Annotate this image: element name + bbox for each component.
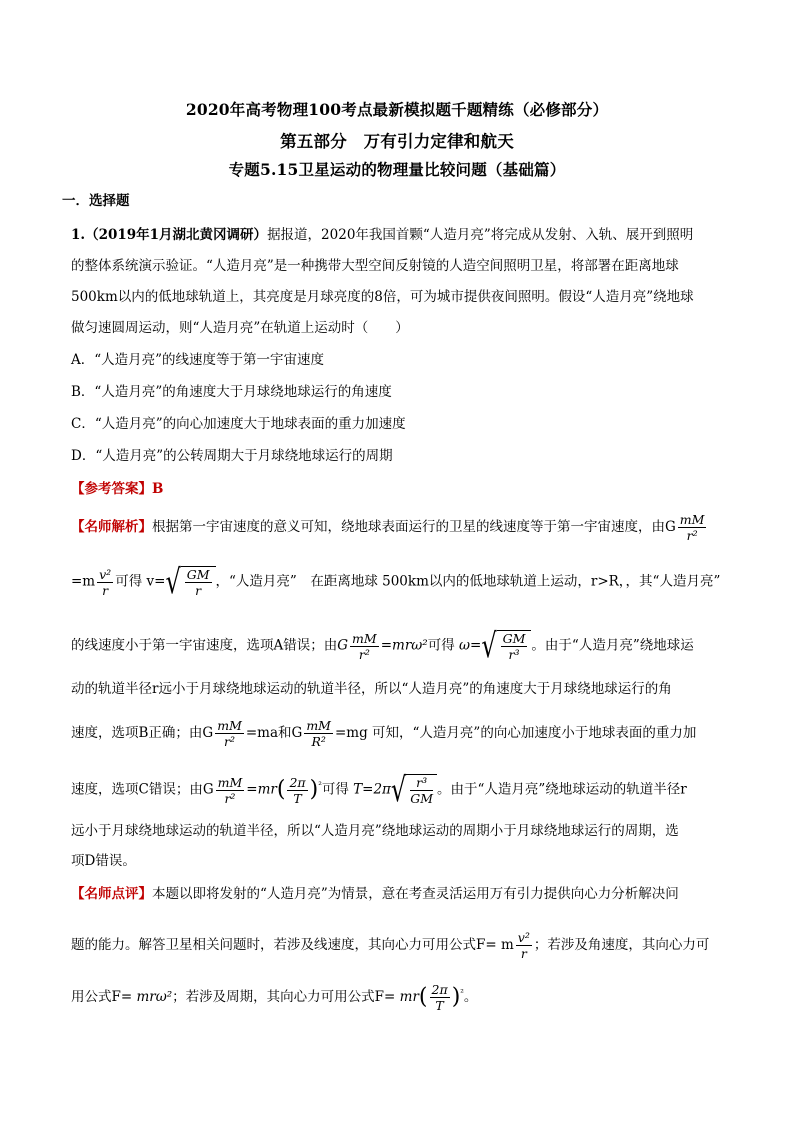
analysis-label: 【名师解析】 [71, 519, 152, 535]
answer-line [71, 479, 723, 499]
question-stem-2: 的整体系统演示验证。“人造月亮”是一种携带大型空间反射镜的人造空间照明卫星，将部署在距离地球 [71, 258, 679, 274]
review-line-3: 用公式F= mrω²；若涉及周期，其向心力可用公式F= mr( $\frac{2\pi}{T}$ )$^{^2}$。 [71, 982, 478, 1013]
question-number-source: 1.（2019年1月湖北黄冈调研） [71, 227, 268, 243]
analysis-line-6: 速度，选项C错误；由G $\frac{mM}{\text{r²}}$ =mr( $\frac{2\pi}{T}$ )$^{^2}$可得 T=2π√ $\frac{\text{r³}}{GM}$ 。由于“人造月亮”绕地球运动的轨道半径r [71, 770, 687, 810]
analysis-text-1: 根据第一宇宙速度的意义可知，绕地球表面运行的卫星的线速度等于第一宇宙速度，由G [152, 519, 676, 535]
topic-title: 专题5.15卫星运动的物理量比较问题（基础篇） [228, 160, 566, 179]
analysis-line-2 [71, 562, 723, 602]
answer-label: 【参考答案】 [71, 481, 152, 497]
analysis-line-5: 速度，选项B正确；由G $\frac{mM}{\text{r²}}$ =ma和G $\frac{mM}{\text{R²}}$ =mg 可知，“人造月亮”的向心加速度小于地球表面的重力加 [71, 718, 697, 749]
sqrt-GM-over-r3: √ $\frac{GM}{\text{r³}}$ [481, 630, 531, 662]
section-heading: 一．选择题 [62, 193, 130, 209]
document-title: 2020年高考物理100考点最新模拟题千题精练（必修部分） [185, 100, 609, 119]
option-a: A．“人造月亮”的线速度等于第一宇宙速度 [71, 352, 325, 368]
fraction-mM-r2-b: $\frac{mM}{\text{r²}}$ [352, 630, 377, 662]
review-label: 【名师点评】 [71, 886, 152, 902]
analysis-line-4: 动的轨道半径r远小于月球绕地球运动的轨道半径，所以“人造月亮”的角速度大于月球绕地球运行的角 [71, 681, 672, 697]
analysis-line-1 [71, 512, 723, 543]
analysis-line-7: 远小于月球绕地球运动的轨道半径，所以“人造月亮”绕地球运动的周期小于月球绕地球运行的周期，选 [71, 823, 679, 839]
option-b: B．“人造月亮”的角速度大于月球绕地球运行的角速度 [71, 384, 392, 400]
analysis-text-3d: 。由于“人造月亮”绕地球运 [531, 637, 694, 654]
formula-mrw2: mrω² [392, 637, 428, 654]
question-stem-3: 500km以内的低地球轨道上，其亮度是月球亮度的8倍，可为城市提供夜间照明。假设“人造月亮”绕地球 [71, 289, 694, 305]
fraction-v2-r: $\frac{\text{v²}}{r}$ [99, 566, 112, 598]
analysis-text-2b: 可得 v= [115, 573, 166, 590]
analysis-text-2a: =m [71, 573, 96, 590]
review-line-2: 题的能力。解答卫星相关问题时，若涉及线速度，其向心力可用公式F= m $\frac{\text{v²}}{r}$ ；若涉及角速度，其向心力可 [71, 930, 710, 961]
part-title: 第五部分 万有引力定律和航天 [280, 132, 514, 151]
answer-value: B [152, 481, 164, 497]
question-stem-1: 据报道，2020年我国首颗“人造月亮”将完成从发射、入轨、展开到照明 [267, 227, 694, 243]
option-d: D．“人造月亮”的公转周期大于月球绕地球运行的周期 [71, 448, 393, 464]
sqrt-GM-over-r: √ $\frac{GM}{r}$ [165, 566, 215, 598]
review-line-1: 【名师点评】本题以即将发射的“人造月亮”为情景，意在考查灵活运用万有引力提供向心力分析解决问 [71, 886, 679, 902]
analysis-line-3: 的线速度小于第一宇宙速度，选项A错误；由G $\frac{mM}{\text{r²}}$ =mrω²可得 ω=√ $\frac{GM}{\text{r³}}$ 。由于“人造月亮”绕地球运 [71, 626, 694, 666]
analysis-text-2c: ，“人造月亮” 在距离地球 500km以内的低地球轨道上运动，r>R，，其“人造月亮” [215, 573, 721, 590]
option-c: C．“人造月亮”的向心加速度大于地球表面的重力加速度 [71, 416, 406, 432]
question-stem-4: 做匀速圆周运动，则“人造月亮”在轨道上运动时（ ） [71, 320, 409, 336]
analysis-text-3a: 的线速度小于第一宇宙速度，选项A错误；由 [71, 637, 338, 654]
analysis-line-8: 项D错误。 [71, 853, 136, 869]
question-line-1 [71, 225, 723, 245]
fraction-mM-r2: $\frac{mM}{\text{r²}}$ [679, 512, 705, 543]
